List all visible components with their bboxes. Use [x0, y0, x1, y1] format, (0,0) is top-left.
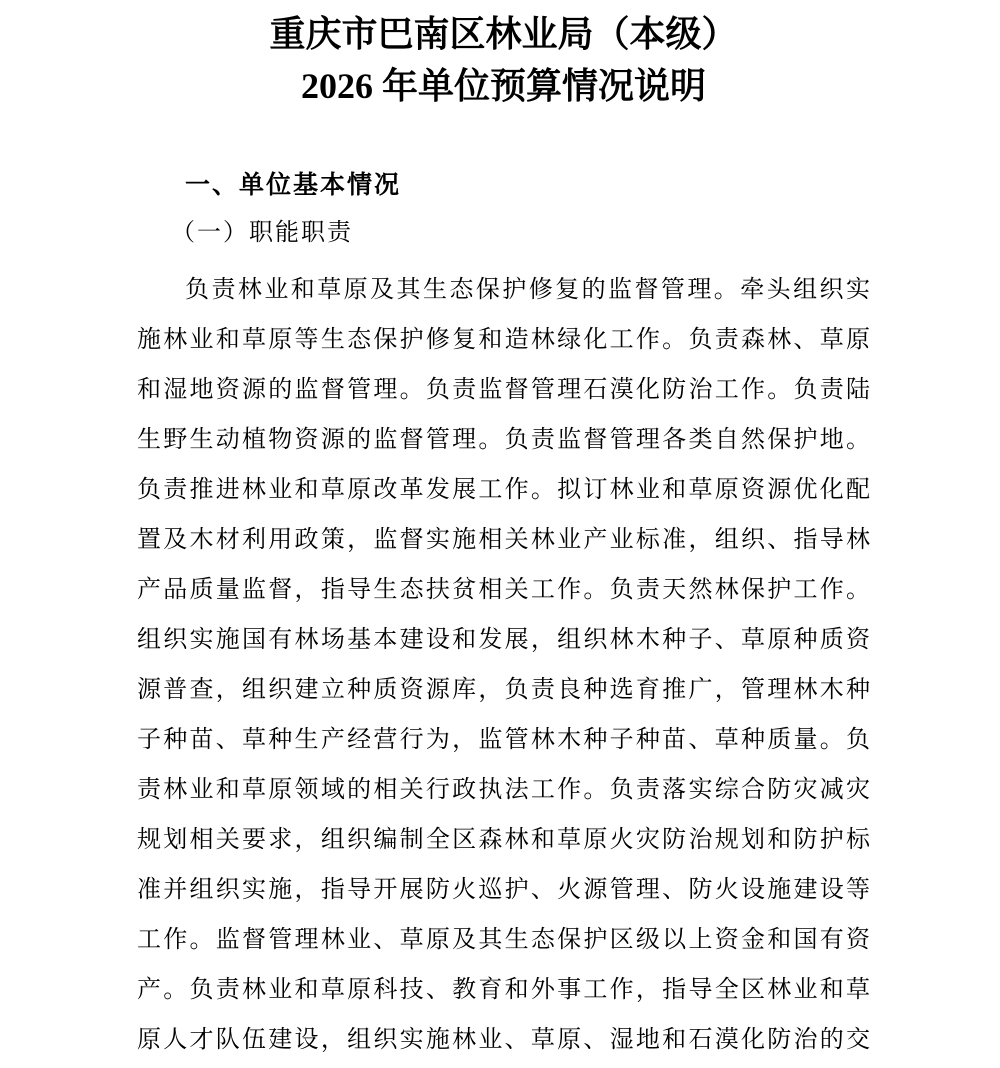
- document-title-line-2: 2026 年单位预算情况说明: [300, 66, 706, 106]
- body-line: 产。负责林业和草原科技、教育和外事工作，指导全区林业和草: [137, 977, 870, 1003]
- body-line: 组织实施国有林场基本建设和发展，组织林木种子、草原种质资: [137, 627, 870, 653]
- body-line: 原人才队伍建设，组织实施林业、草原、湿地和石漠化防治的交: [137, 1027, 870, 1053]
- body-line: 子种苗、草种生产经营行为，监管林木种子种苗、草种质量。负: [137, 727, 870, 753]
- document-title: [137, 8, 870, 112]
- body-line: 负责林业和草原及其生态保护修复的监督管理。牵头组织实: [185, 277, 870, 303]
- subsection-heading: （一）职能职责: [171, 220, 353, 246]
- body-line: 责林业和草原领域的相关行政执法工作。负责落实综合防灾减灾: [137, 777, 870, 803]
- body-line: 源普查，组织建立种质资源库，负责良种选育推广，管理林木种: [137, 677, 870, 703]
- document-title-line-1: 重庆市巴南区林业局（本级）: [269, 14, 738, 54]
- body-line: 负责推进林业和草原改革发展工作。拟订林业和草原资源优化配: [137, 477, 870, 503]
- body-line: 工作。监督管理林业、草原及其生态保护区级以上资金和国有资: [137, 927, 870, 953]
- section-heading: 一、单位基本情况: [185, 171, 402, 199]
- body-line: 规划相关要求，组织编制全区森林和草原火灾防治规划和防护标: [137, 827, 870, 853]
- body-line: 施林业和草原等生态保护修复和造林绿化工作。负责森林、草原: [137, 327, 870, 353]
- body-line: 准并组织实施，指导开展防火巡护、火源管理、防火设施建设等: [137, 877, 870, 903]
- body-line: 和湿地资源的监督管理。负责监督管理石漠化防治工作。负责陆: [137, 377, 870, 403]
- body-line: 生野生动植物资源的监督管理。负责监督管理各类自然保护地。: [137, 427, 870, 453]
- body-paragraph: [137, 265, 870, 1065]
- body-line: 产品质量监督，指导生态扶贫相关工作。负责天然林保护工作。: [137, 577, 870, 603]
- body-line: 置及木材利用政策，监督实施相关林业产业标准，组织、指导林: [137, 527, 870, 553]
